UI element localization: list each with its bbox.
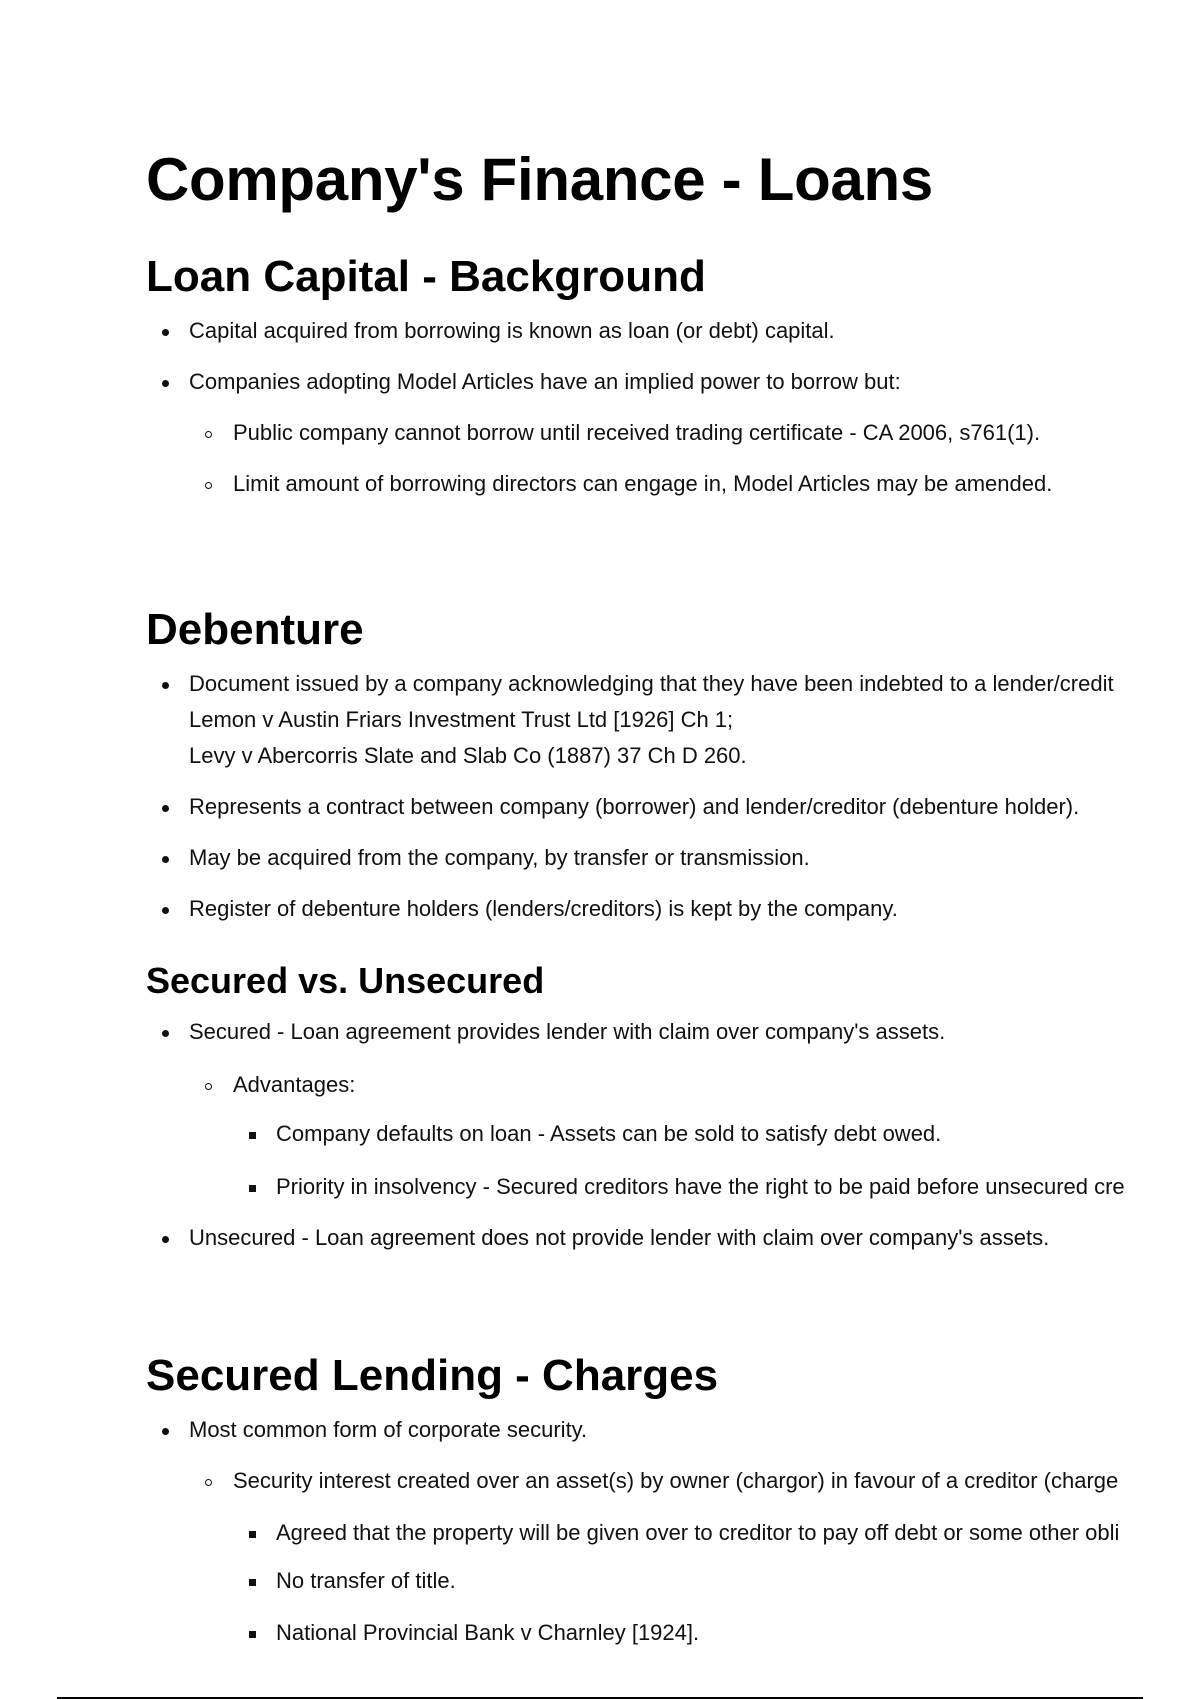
list-item-text: National Provincial Bank v Charnley [1924]. bbox=[276, 1620, 700, 1645]
case-citation-lemon: Lemon v Austin Friars Investment Trust Ltd [1926] Ch 1; bbox=[189, 707, 734, 732]
list-item-text: Advantages: bbox=[233, 1072, 356, 1097]
list-item bbox=[146, 840, 1200, 876]
bullet-disc-icon bbox=[162, 1428, 169, 1435]
list-item-text: Priority in insolvency - Secured creditors have the right to be paid before unsecured cre bbox=[276, 1174, 1125, 1199]
bullet-disc-icon bbox=[162, 1236, 169, 1243]
list-item-text: Document issued by a company acknowledging that they have been indebted to a lender/credit bbox=[189, 671, 1114, 696]
document-body bbox=[146, 145, 1200, 1651]
charges-list bbox=[146, 1412, 1200, 1651]
bullet-disc-icon bbox=[162, 1030, 169, 1037]
list-item-text: Most common form of corporate security. bbox=[189, 1417, 588, 1442]
bullet-disc-icon bbox=[162, 380, 169, 387]
list-item bbox=[146, 313, 1200, 349]
section-heading-charges: Secured Lending - Charges bbox=[146, 1351, 719, 1400]
list-item-text: Capital acquired from borrowing is known as loan (or debt) capital. bbox=[189, 318, 835, 343]
section-heading-loan-capital: Loan Capital - Background bbox=[146, 252, 706, 301]
case-citation-levy: Levy v Abercorris Slate and Slab Co (1887) 37 Ch D 260. bbox=[189, 743, 747, 768]
list-item-text: May be acquired from the company, by transfer or transmission. bbox=[189, 845, 810, 870]
bullet-disc-icon bbox=[162, 329, 169, 336]
loan-capital-list bbox=[146, 313, 1200, 502]
list-item bbox=[146, 789, 1200, 825]
bullet-square-icon bbox=[249, 1132, 256, 1139]
list-item bbox=[146, 1116, 1200, 1152]
list-item-text: Company defaults on loan - Assets can be sold to satisfy debt owed. bbox=[276, 1121, 942, 1146]
list-item bbox=[146, 1067, 1200, 1103]
bullet-square-icon bbox=[249, 1531, 256, 1538]
secured-vs-unsecured-list bbox=[146, 1014, 1200, 1256]
bullet-disc-icon bbox=[162, 682, 169, 689]
list-item bbox=[146, 1014, 1200, 1050]
list-item-text: No transfer of title. bbox=[276, 1568, 456, 1593]
bullet-circle-icon bbox=[205, 482, 212, 489]
list-item bbox=[146, 891, 1200, 927]
bullet-disc-icon bbox=[162, 907, 169, 914]
list-item bbox=[146, 364, 1200, 400]
bullet-square-icon bbox=[249, 1185, 256, 1192]
section-heading-debenture: Debenture bbox=[146, 605, 364, 654]
list-item-text: Register of debenture holders (lenders/creditors) is kept by the company. bbox=[189, 896, 898, 921]
list-item bbox=[146, 1412, 1200, 1448]
list-item bbox=[146, 1463, 1200, 1499]
list-item bbox=[146, 415, 1200, 451]
page-title: Company's Finance - Loans bbox=[146, 146, 933, 213]
list-item-text: Agreed that the property will be given over to creditor to pay off debt or some other obli bbox=[276, 1520, 1120, 1545]
list-item-text: Security interest created over an asset(s) by owner (chargor) in favour of a creditor (charge bbox=[233, 1468, 1119, 1493]
list-item bbox=[146, 1515, 1200, 1551]
list-item bbox=[146, 1220, 1200, 1256]
bullet-disc-icon bbox=[162, 805, 169, 812]
page-bottom-divider bbox=[57, 1697, 1143, 1699]
list-item-text: Public company cannot borrow until received trading certificate - CA 2006, s761(1). bbox=[233, 420, 1041, 445]
list-item-text: Secured - Loan agreement provides lender with claim over company's assets. bbox=[189, 1019, 946, 1044]
list-item-text: Companies adopting Model Articles have an implied power to borrow but: bbox=[189, 369, 901, 394]
list-item bbox=[146, 1615, 1200, 1651]
bullet-circle-icon bbox=[205, 1083, 212, 1090]
section-heading-secured-vs-unsecured: Secured vs. Unsecured bbox=[146, 960, 545, 1001]
list-item-text: Represents a contract between company (borrower) and lender/creditor (debenture holder). bbox=[189, 794, 1080, 819]
bullet-square-icon bbox=[249, 1631, 256, 1638]
debenture-list bbox=[146, 666, 1200, 927]
list-item bbox=[146, 666, 1200, 774]
list-item bbox=[146, 466, 1200, 502]
bullet-circle-icon bbox=[205, 431, 212, 438]
bullet-circle-icon bbox=[205, 1479, 212, 1486]
list-item-text: Limit amount of borrowing directors can engage in, Model Articles may be amended. bbox=[233, 471, 1053, 496]
list-item bbox=[146, 1169, 1200, 1205]
bullet-disc-icon bbox=[162, 856, 169, 863]
bullet-square-icon bbox=[249, 1579, 256, 1586]
list-item-text: Unsecured - Loan agreement does not provide lender with claim over company's assets. bbox=[189, 1225, 1050, 1250]
list-item bbox=[146, 1563, 1200, 1599]
